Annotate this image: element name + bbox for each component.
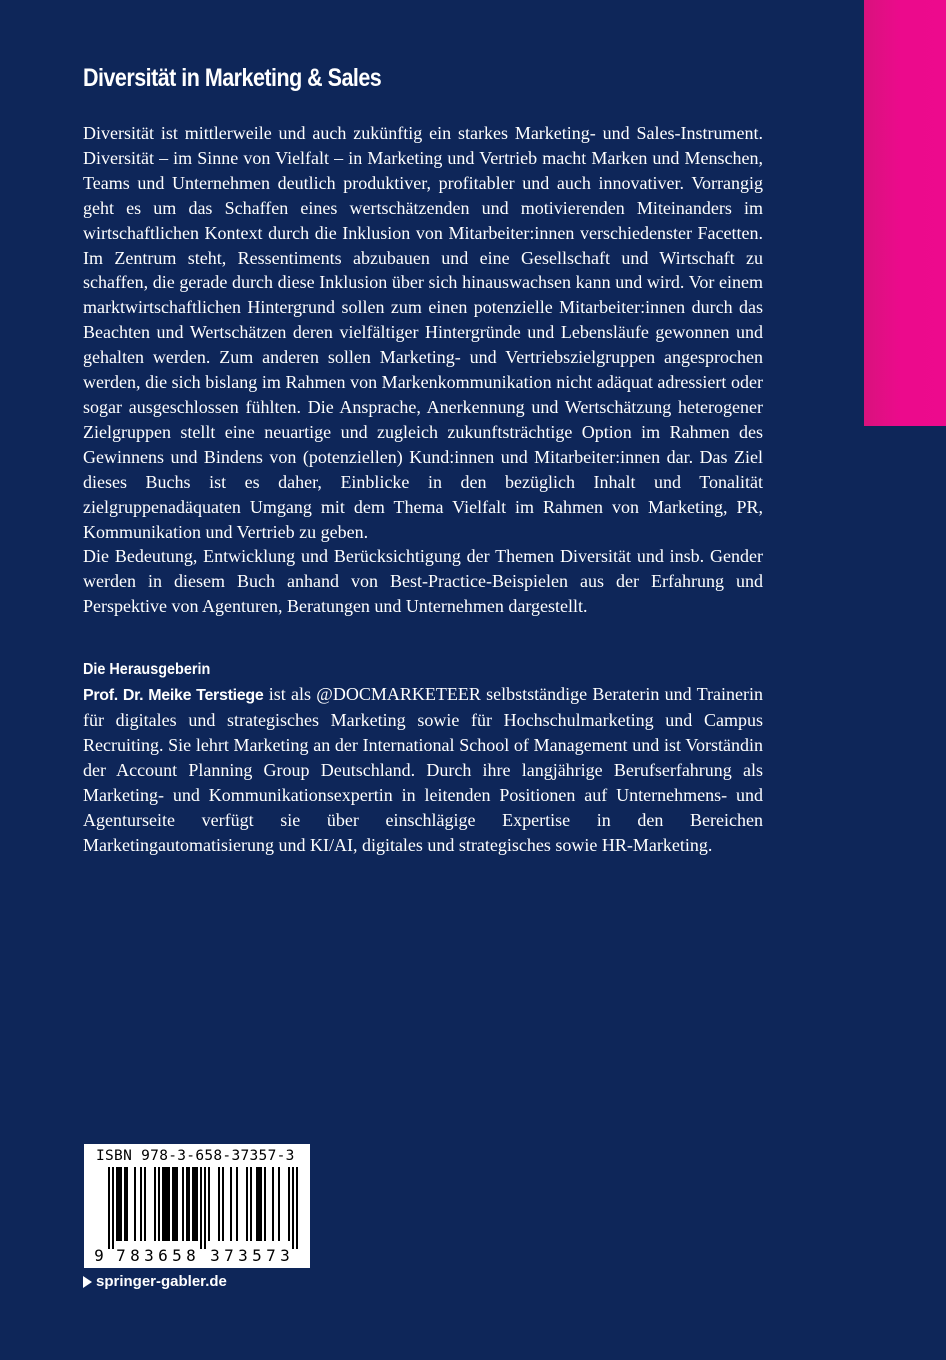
barcode-bar bbox=[192, 1167, 194, 1241]
barcode-bar bbox=[296, 1167, 298, 1249]
barcode-bar bbox=[112, 1167, 114, 1249]
barcode-bar bbox=[134, 1167, 136, 1241]
barcode-digit: 3 bbox=[210, 1246, 220, 1265]
editor-bio-text: ist als @DOCMARKETEER selbstständige Beraterin und Trainerin für digitales und strategisches Marketing sowie für Hochschulmarketing und Campus Recruiting. Sie lehrt Marketing an der International School of Management und ist Vorständin der Account Planning Group Deutschland. Durch ihre langjährige Berufserfahrung als Marketing- und Kommunikationsexpertin in leitenden Positionen auf Unternehmens- und Agenturseite verfügt sie über einschlägige Expertise in den Bereichen Marketingautomatisierung und KI/AI, digitales und strategisches sowie HR-Marketing. bbox=[83, 684, 763, 855]
magenta-accent-bar bbox=[864, 0, 946, 426]
barcode-bar bbox=[140, 1167, 142, 1241]
barcode-bar bbox=[116, 1167, 118, 1241]
editor-heading: Die Herausgeberin bbox=[83, 661, 211, 678]
barcode-bar bbox=[172, 1167, 174, 1241]
barcode-bar bbox=[188, 1167, 190, 1241]
barcode-bar bbox=[288, 1167, 290, 1241]
publisher-website-link[interactable] bbox=[83, 1273, 227, 1290]
barcode-bar bbox=[158, 1167, 160, 1241]
barcode-bar bbox=[256, 1167, 258, 1241]
barcode-digit: 7 bbox=[266, 1246, 276, 1265]
book-description bbox=[83, 121, 763, 619]
barcode-bar bbox=[250, 1167, 252, 1241]
barcode-bar bbox=[162, 1167, 164, 1241]
barcode-bar bbox=[166, 1167, 168, 1241]
publisher-website[interactable]: springer-gabler.de bbox=[96, 1273, 227, 1290]
barcode-digit: 3 bbox=[144, 1246, 154, 1265]
barcode-bar bbox=[126, 1167, 128, 1241]
isbn-barcode bbox=[84, 1144, 310, 1268]
book-title: Diversität in Marketing & Sales bbox=[83, 64, 382, 92]
editor-name: Prof. Dr. Meike Terstiege bbox=[83, 687, 264, 704]
barcode-digit: 3 bbox=[280, 1246, 290, 1265]
barcode-bar bbox=[222, 1167, 224, 1241]
barcode-bar bbox=[230, 1167, 232, 1241]
barcode-digit: 5 bbox=[252, 1246, 262, 1265]
barcode-bar bbox=[260, 1167, 262, 1241]
barcode-bar bbox=[144, 1167, 146, 1241]
barcode-bar bbox=[174, 1167, 176, 1241]
barcode-bar bbox=[182, 1167, 184, 1241]
barcode-digit: 6 bbox=[158, 1246, 168, 1265]
barcode-bar bbox=[176, 1167, 178, 1241]
barcode-bar bbox=[168, 1167, 170, 1241]
barcode-digit: 7 bbox=[116, 1246, 126, 1265]
triangle-right-icon bbox=[83, 1276, 92, 1288]
barcode-digit: 5 bbox=[172, 1246, 182, 1265]
barcode-digit: 8 bbox=[186, 1246, 196, 1265]
barcode-bar bbox=[278, 1167, 280, 1241]
barcode-bar bbox=[194, 1167, 196, 1241]
barcode-digit: 3 bbox=[238, 1246, 248, 1265]
barcode-bar bbox=[272, 1167, 274, 1241]
editor-bio bbox=[83, 682, 763, 858]
barcode-bar bbox=[186, 1167, 188, 1241]
barcode-bar bbox=[154, 1167, 156, 1241]
barcode-bar bbox=[164, 1167, 166, 1241]
barcode-bar bbox=[204, 1167, 206, 1249]
barcode-bar bbox=[236, 1167, 238, 1241]
barcode-bar bbox=[292, 1167, 294, 1249]
barcode-bar bbox=[246, 1167, 248, 1241]
description-paragraph: Diversität ist mittlerweile und auch zukünftig ein starkes Marketing- und Sales-Instrument. Diversität – im Sinne von Vielfalt – in Marketing und Vertrieb macht Marken und Menschen, Teams und Unternehmen deutlich produktiver, profitabler und auch innovativer. Vorrangig geht es um das Schaffen eines wertschätzenden und motivierenden Miteinanders im wirtschaftlichen Kontext durch die Inklusion von Mitarbeiter:innen verschiedenster Facetten. Im Zentrum steht, Ressentiments abzubauen und eine Gesellschaft und Wirtschaft zu schaffen, die gerade durch diese Inklusion über sich hinauswachsen kann und wird. Vor einem marktwirtschaftlichen Hintergrund sollen zum einen potenzielle Mitarbeiter:innen durch das Beachten und Wertschätzen deren vielfältiger Hintergründe und Lebensläufe gewonnen und gehalten werden. Zum anderen sollen Marketing- und Vertriebszielgruppen angesprochen werden, die sich bislang im Rahmen von Markenkommunikation nicht adäquat adressiert oder sogar ausgeschlossen fühlten. Die Ansprache, Anerkennung und Wertschätzung heterogener Zielgruppen stellt eine neuartige und zugleich zukunftsträchtige Option im Rahmen des Gewinnens und Bindens von (potenziellen) Kund:innen und Mitarbeiter:innen dar. Das Ziel dieses Buchs ist es daher, Einblicke in den bezüglich Inhalt und Tonalität zielgruppenadäquaten Umgang mit dem Thema Vielfalt im Rahmen von Marketing, PR, Kommunikation und Vertrieb zu geben. bbox=[83, 123, 763, 542]
barcode-bar bbox=[120, 1167, 122, 1241]
barcode-bar bbox=[218, 1167, 220, 1241]
barcode-bar bbox=[208, 1167, 210, 1241]
barcode-digit: 9 bbox=[94, 1246, 104, 1265]
barcode-bar bbox=[108, 1167, 110, 1249]
barcode-digit: 7 bbox=[224, 1246, 234, 1265]
isbn-label: ISBN 978-3-658-37357-3 bbox=[96, 1148, 295, 1164]
description-paragraph: Die Bedeutung, Entwicklung und Berücksichtigung der Themen Diversität und insb. Gender werden in diesem Buch anhand von Best-Practice-Beispielen aus der Erfahrung und Perspektive von Agenturen, Beratungen und Unternehmen dargestellt. bbox=[83, 546, 763, 617]
barcode-bar bbox=[118, 1167, 120, 1241]
ean-barcode-graphic bbox=[84, 1144, 310, 1268]
barcode-digit: 8 bbox=[130, 1246, 140, 1265]
barcode-bar bbox=[196, 1167, 198, 1241]
barcode-bar bbox=[258, 1167, 260, 1241]
editor-section bbox=[83, 658, 763, 858]
barcode-bar bbox=[124, 1167, 126, 1241]
barcode-bar bbox=[200, 1167, 202, 1249]
barcode-bar bbox=[264, 1167, 266, 1241]
